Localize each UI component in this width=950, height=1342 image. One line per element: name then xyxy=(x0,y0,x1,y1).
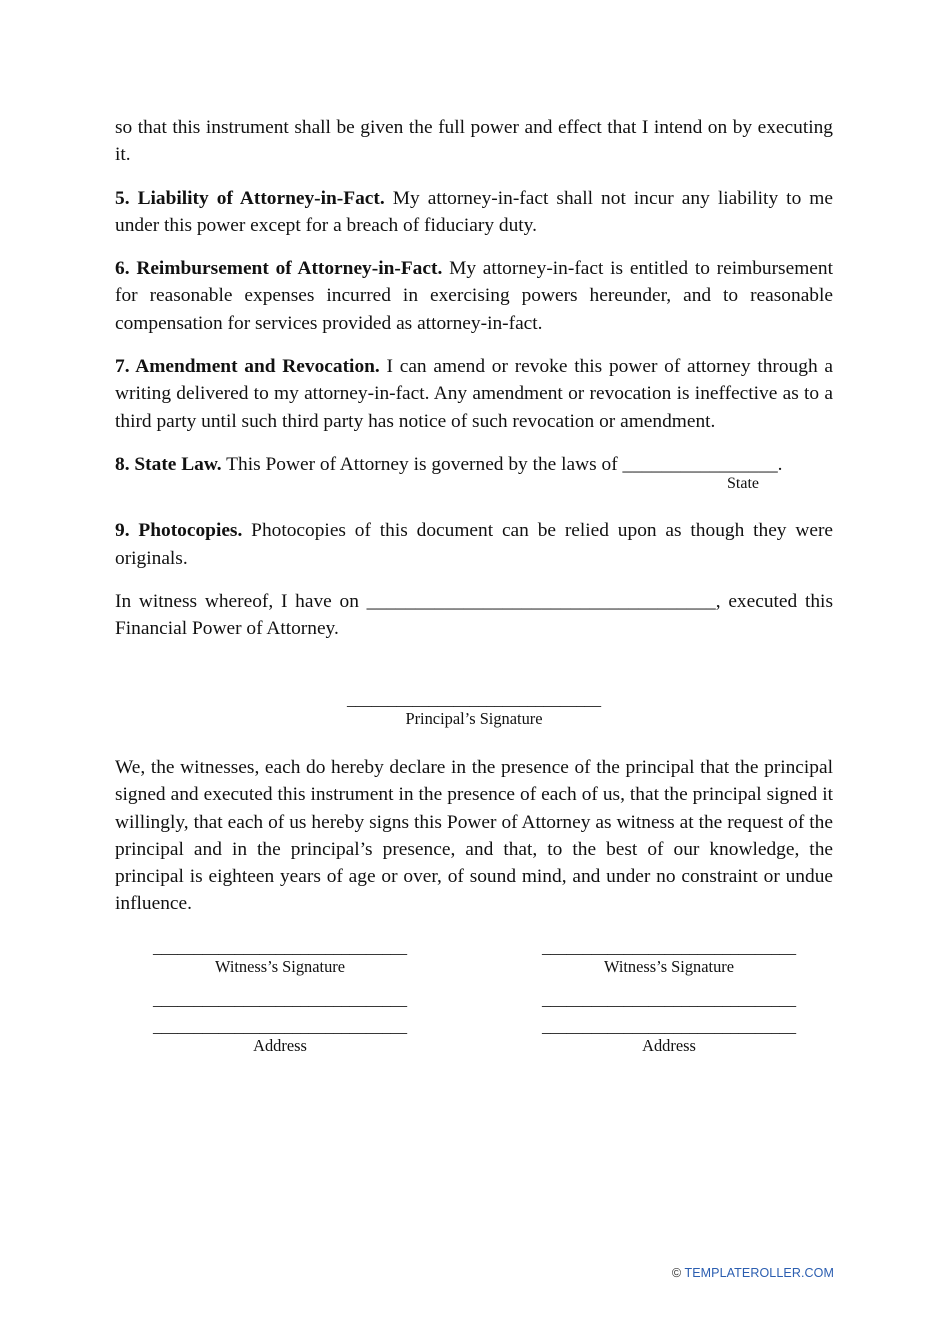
section-9 xyxy=(115,517,833,572)
witness-1-signature-label: Witness’s Signature xyxy=(215,957,345,976)
witness-2-address-line-1[interactable]: _______________________________ xyxy=(541,990,797,1009)
section-7-heading: 7. Amendment and Revocation. xyxy=(115,356,380,378)
witness-2-signature-line[interactable]: _______________________________ xyxy=(541,938,797,957)
section-8-row xyxy=(115,451,833,492)
section-6 xyxy=(115,255,833,337)
witness-1-address-line-1[interactable]: _______________________________ xyxy=(152,990,408,1009)
principal-signature-block xyxy=(329,692,619,729)
section-5-text: My attorney-in-fact shall not incur any liability to me under this power except for a breach of fiduciary duty. xyxy=(115,187,833,236)
witness-declaration: We, the witnesses, each do hereby declare in the presence of the principal that the principal signed and executed this instrument in the presence of each of us, that the principal signed it willingly, that each of us hereby signs this Power of Attorney as witness at the request of the principal and in the principal’s presence, and that, to the best of our knowledge, the principal is eighteen years of age or over, of sound mind, and under no constraint or undue influence. xyxy=(115,757,833,915)
witness-2-signature-block xyxy=(524,940,814,977)
section-9-heading: 9. Photocopies. xyxy=(115,520,243,542)
witness-2-address-block xyxy=(524,992,814,1056)
witness-1-address-block xyxy=(135,992,425,1056)
section-7 xyxy=(115,353,833,435)
witness-1-address-line-2[interactable]: _______________________________ xyxy=(152,1017,408,1036)
section-8 xyxy=(115,451,833,478)
principal-signature-line[interactable]: _______________________________ xyxy=(346,690,602,709)
section-5 xyxy=(115,185,833,240)
witness-1-address-label: Address xyxy=(253,1036,307,1055)
section-8-text: This Power of Attorney is governed by the laws of ________________. xyxy=(221,453,783,475)
witness-intro: In witness whereof, I have on ____________________________________, executed this Financial Power of Attorney. xyxy=(115,590,833,640)
principal-signature-label: Principal’s Signature xyxy=(405,709,543,728)
section-5-heading: 5. Liability of Attorney-in-Fact. xyxy=(115,187,385,209)
witness-2-signature-label: Witness’s Signature xyxy=(604,957,734,976)
section-6-heading: 6. Reimbursement of Attorney-in-Fact. xyxy=(115,258,443,280)
section-8-heading: 8. State Law. xyxy=(115,453,222,475)
section-9-text: Photocopies of this document can be relied upon as though they were originals. xyxy=(115,520,834,569)
section-7-text: I can amend or revoke this power of attorney through a writing delivered to my attorney-in-fact. Any amendment or revocation is ineffective as to a third party until such third party has notice of such revocation or amendment. xyxy=(115,356,833,432)
witness-2-address-line-2[interactable]: _______________________________ xyxy=(541,1017,797,1036)
witness-1-signature-block xyxy=(135,940,425,977)
section-6-text: My attorney-in-fact is entitled to reimbursement for reasonable expenses incurred in exercising powers hereunder, and to reasonable compensation for services provided as attorney-in-fact. xyxy=(115,258,833,334)
state-field-label: State xyxy=(727,474,759,492)
copyright-symbol: © xyxy=(671,1266,682,1280)
document-body xyxy=(115,114,833,658)
declaration-body xyxy=(115,754,833,934)
witness-2-address-label: Address xyxy=(642,1036,696,1055)
templateroller-link[interactable]: TEMPLATEROLLER.COM xyxy=(684,1266,834,1280)
footer-credit xyxy=(672,1266,834,1280)
witness-1-signature-line[interactable]: _______________________________ xyxy=(152,938,408,957)
intro-paragraph: so that this instrument shall be given the full power and effect that I intend on by executing it. xyxy=(115,117,833,166)
